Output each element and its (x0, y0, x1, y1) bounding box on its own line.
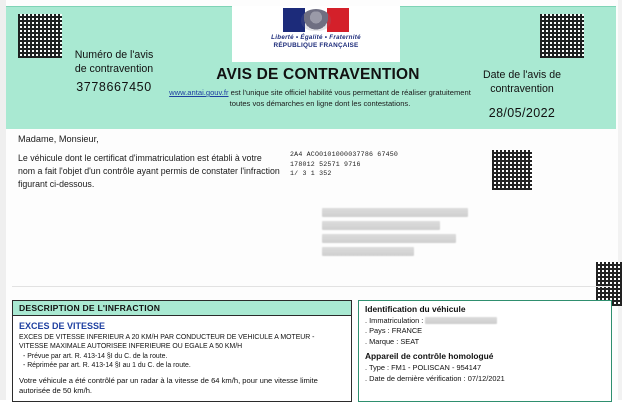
document-subtitle (160, 88, 480, 109)
document-title: AVIS DE CONTRAVENTION (216, 66, 420, 83)
vehicle-immatriculation-label: . Immatriculation : (365, 316, 424, 325)
infraction-section-header: DESCRIPTION DE L'INFRACTION (13, 301, 351, 316)
reference-code-line-1: 2A4 ACO0101000037786 67450 (290, 151, 399, 158)
infraction-title: EXCES DE VITESSE (19, 321, 106, 331)
notice-date-value: 28/05/2022 (488, 106, 556, 120)
datamatrix-barcode-top-right (540, 14, 584, 58)
infraction-section (12, 300, 352, 402)
reference-code-line-2: 178012 52571 9716 (290, 160, 361, 168)
vehicle-immatriculation-redacted (425, 317, 497, 324)
devise-text: Liberté • Égalité • Fraternité (271, 34, 361, 41)
device-type-row (359, 363, 611, 373)
vehicle-country-row (359, 326, 611, 336)
vehicle-identification-section (358, 300, 612, 402)
recipient-address-redacted-line-4 (322, 247, 414, 256)
vehicle-brand-row (359, 337, 611, 347)
document-subtitle-text: est l'unique site officiel habilité vous permettant de réaliser gratuitement toutes vos démarches en ligne dont les contestations. (228, 88, 471, 108)
infraction-description-line-2: VITESSE MAXIMALE AUTORISEE INFERIEURE OU EGALE A 50 KM/H (19, 343, 243, 351)
notice-date-label-line1: Date de l'avis de (483, 69, 561, 81)
vehicle-brand-value: SEAT (400, 336, 420, 346)
device-verification-value: 07/12/2021 (467, 373, 505, 383)
french-flag-marianne-icon (283, 8, 349, 32)
section-divider (12, 286, 610, 287)
infraction-description-line-1: EXCES DE VITESSE INFERIEUR A 20 KM/H PAR CONDUCTEUR DE VEHICULE A MOTEUR - (19, 334, 315, 341)
notice-number-value: 3778667450 (76, 80, 152, 94)
recipient-address-redacted-line-3 (322, 234, 456, 243)
device-verification-label: . Date de dernière vérification : (365, 373, 466, 383)
reference-code-line-3: 1/ 3 1 352 (290, 170, 332, 177)
notice-number-label-line2: de contravention (74, 63, 154, 75)
device-verification-row (359, 374, 611, 384)
device-section-header: Appareil de contrôle homologué (365, 351, 494, 362)
recipient-address-redacted-line-1 (322, 208, 468, 217)
reference-codes (290, 150, 398, 179)
intro-paragraph: Le véhicule dont le certificat d'immatriculation est établi à votre nom a fait l'objet d'un contrôle ayant permis de constater l'infraction figurant ci-dessous. (18, 153, 280, 189)
notice-number-label (44, 48, 184, 76)
recipient-address-redacted-line-2 (322, 221, 440, 230)
vehicle-brand-label: . Marque : (365, 336, 399, 346)
vehicle-country-label: . Pays : (365, 326, 390, 336)
infraction-detail-text: Votre véhicule a été contrôlé par un radar à la vitesse de 64 km/h, pour une vitesse limite autorisée de 50 km/h. (19, 376, 318, 396)
republique-francaise-logo (268, 8, 364, 58)
device-type-value: FM1 - POLISCAN - 954147 (391, 363, 482, 373)
notice-date-label-line2: contravention (490, 83, 554, 95)
page-right-edge (618, 0, 622, 400)
vehicle-immatriculation-row (359, 316, 611, 326)
vehicle-country-value: FRANCE (391, 326, 423, 336)
device-type-label: . Type : (365, 363, 390, 373)
antai-website-link[interactable]: www.antai.gouv.fr (169, 88, 229, 97)
infraction-legal-reference-1: - Prévue par art. R. 413-14 §I du C. de la route. (23, 352, 168, 360)
datamatrix-barcode-middle (492, 150, 532, 190)
notice-number-label-line1: Numéro de l'avis (74, 49, 154, 61)
republic-label: RÉPUBLIQUE FRANÇAISE (273, 42, 359, 49)
salutation-text: Madame, Monsieur, (18, 134, 99, 144)
infraction-legal-reference-2: - Réprimée par art. R. 413-14 §I au 1 du C. de la route. (23, 362, 191, 370)
vehicle-section-header: Identification du véhicule (365, 304, 466, 314)
notice-date-label (452, 68, 592, 96)
